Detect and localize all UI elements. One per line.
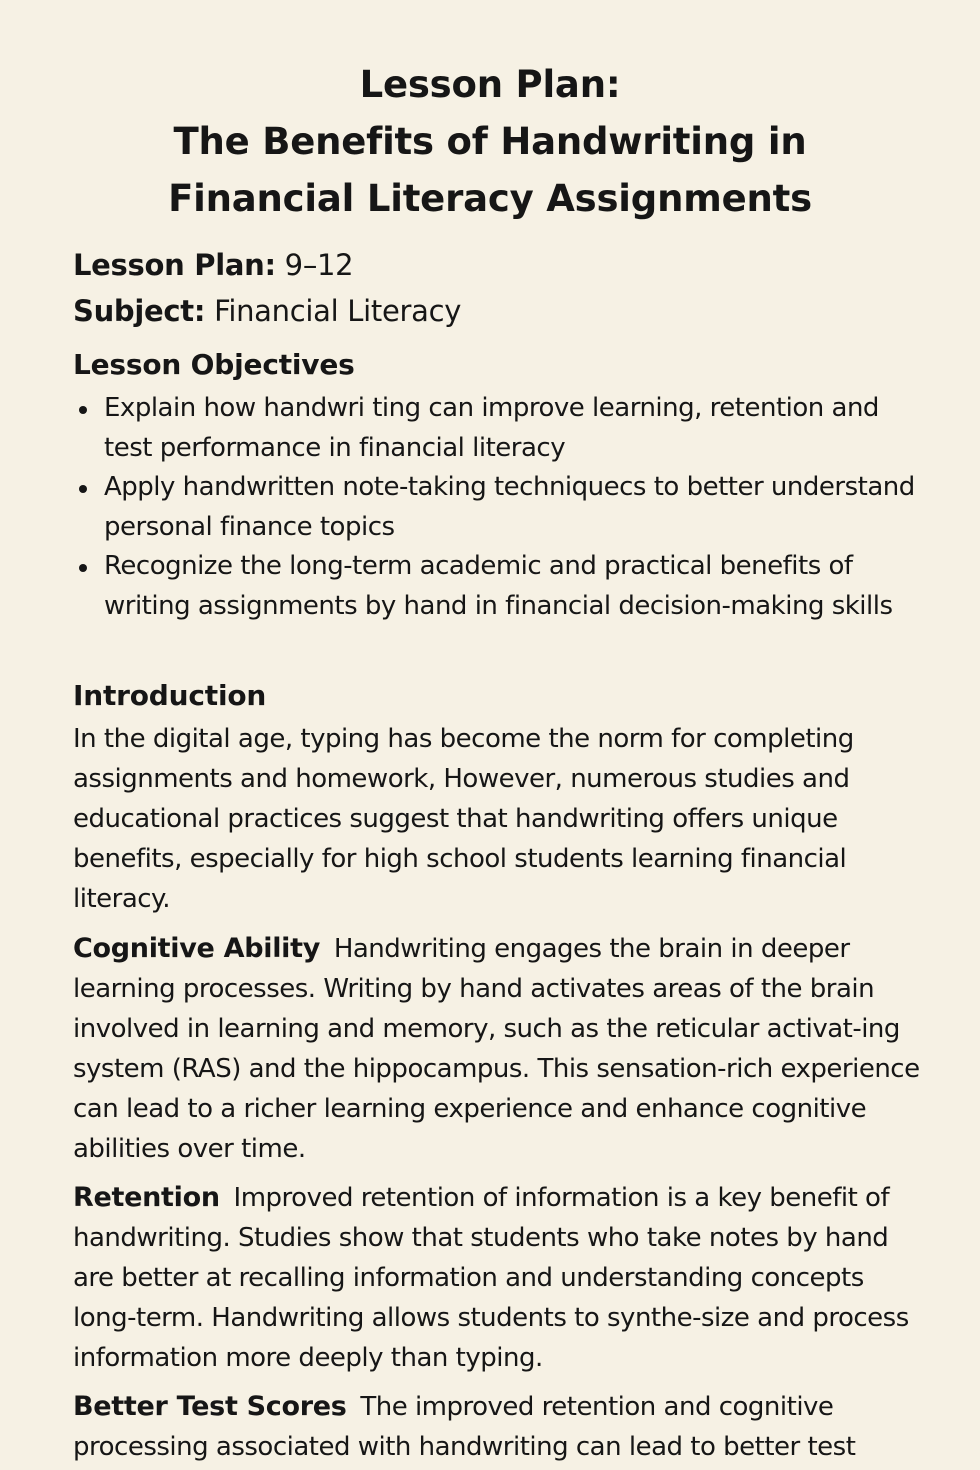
section-text: Improved retention of information is a key benefit of handwriting. Studies show that students who take notes by hand are better at recalling information and understanding concepts long-term. Handwriting allows students to synthe-size and process information more deeply than typing. bbox=[73, 1183, 909, 1373]
test-scores-section bbox=[73, 1387, 933, 1467]
section-lead: Retention bbox=[73, 1182, 220, 1213]
grade-label: Lesson Plan: bbox=[73, 248, 276, 282]
objective-text: Apply handwritten note-taking techniquecs to better understand personal finance topics bbox=[104, 472, 915, 542]
cognitive-ability-section bbox=[73, 929, 933, 1169]
introduction-heading: Introduction bbox=[73, 679, 267, 712]
grade-value: 9–12 bbox=[284, 248, 354, 282]
subject-label: Subject: bbox=[73, 294, 206, 328]
introduction-text: In the digital age, typing has become the norm for completing assignments and homework, However, numerous studies and educational practices suggest that handwriting offers unique benefits, especially for high school students learning financial literacy. bbox=[73, 724, 854, 914]
objectives-list bbox=[73, 389, 933, 626]
list-item bbox=[73, 389, 933, 468]
bullet-icon bbox=[79, 485, 87, 493]
bullet-icon bbox=[79, 406, 87, 414]
section-lead: Better Test Scores bbox=[73, 1391, 347, 1422]
subject-value: Financial Literacy bbox=[214, 294, 462, 328]
objectives-heading: Lesson Objectives bbox=[73, 348, 355, 381]
section-text: Handwriting engages the brain in deeper learning processes. Writing by hand activates areas of the brain involved in learning and memory, such as the reticular activat-ing system (RAS) and the hippocampus. This sensation-rich experience can lead to a richer learning experience and enhance cognitive abilities over time. bbox=[73, 934, 920, 1164]
title-line-3: Financial Literacy Assignments bbox=[168, 177, 812, 220]
subject-line bbox=[73, 291, 461, 331]
grade-level-line bbox=[73, 245, 353, 285]
bullet-icon bbox=[79, 564, 87, 572]
title-line-1: Lesson Plan: bbox=[359, 63, 621, 106]
page-title bbox=[0, 56, 980, 227]
section-lead: Cognitive Ability bbox=[73, 933, 321, 964]
title-line-2: The Benefits of Handwriting in bbox=[173, 120, 807, 163]
list-item bbox=[73, 468, 933, 547]
retention-section bbox=[73, 1178, 933, 1378]
section-text: The improved retention and cognitive processing associated with handwriting can lead to better test bbox=[73, 1392, 856, 1462]
objective-text: Explain how handwri ting can improve learning, retention and test performance in financial literacy bbox=[104, 393, 879, 463]
objective-text: Recognize the long-term academic and practical benefits of writing assignments by hand in financial decision-making skills bbox=[104, 551, 893, 621]
list-item bbox=[73, 547, 933, 626]
